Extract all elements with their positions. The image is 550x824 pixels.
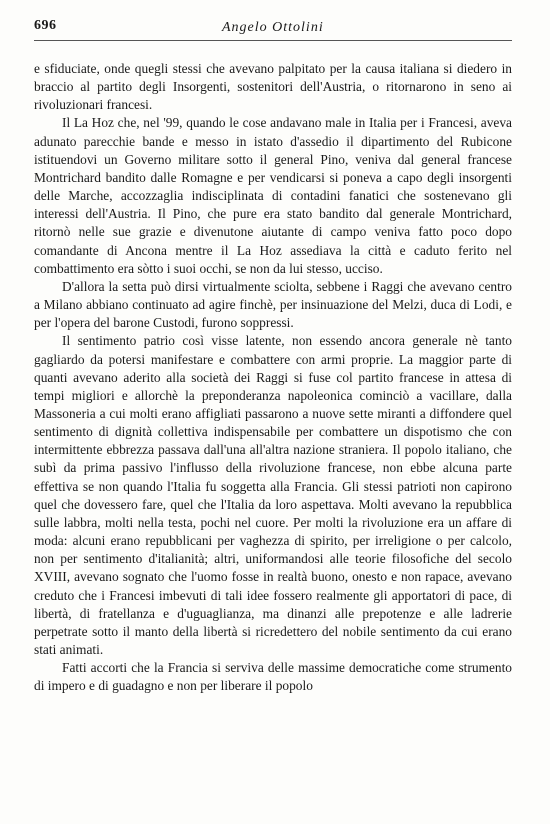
- page-header: [34, 18, 514, 40]
- running-head: Angelo Ottolini: [222, 20, 324, 35]
- paragraph: Fatti accorti che la Francia si serviva delle massime democratiche come strumento di impero e di guadagno e non per liberare il popolo: [34, 660, 512, 694]
- header-rule: [34, 40, 512, 41]
- paragraph: Il sentimento patrio così visse latente, non essendo ancora generale nè tanto gagliardo da potersi manifestare e combattere con armi proprie. La maggior parte di quanti avevano aderito alla società dei Raggi si fuse col partito francese in attesa di tempi migliori e allorchè la preponderanza napoleonica cominciò a vacillare, dalla Massoneria a cui molti erano affigliati passarono a nuove sette miranti a diffondere quel sentimento di dignità collettiva indispensabile per combattere un dispotismo che con intermittente ebbrezza passava dall'una all'altra nazione straniera. Il popolo italiano, che subì da prima passivo l'influsso della rivoluzione francese, non ebbe alcuna parte effettiva se non quando l'Italia fu soggetta alla Francia. Gli stessi patrioti non capirono quel che dovessero fare, quel che l'Italia da loro aspettava. Molti avevano la repubblica sulle labbra, molti nella testa, pochi nel cuore. Per molti la rivoluzione era un affare di moda: alcuni erano repubblicani per vaghezza di spirito, per irreligione o per calcolo, non per sentimento d'italianità; altri, uniformandosi alle teorie filosofiche del secolo XVIII, avevano sognato che l'uomo fosse in realtà buono, onesto e non rapace, avevano creduto che i Francesi imbevuti di tali idee fossero realmente gli apportatori di pace, di libertà, di fratellanza e d'uguaglianza, ma dinanzi alle prepotenze e alle ladrerie perpetrate sotto il manto della libertà si ricredettero del nobile sentimento da cui erano stati animati.: [34, 333, 512, 657]
- paragraph: e sfiduciate, onde quegli stessi che avevano palpitato per la causa italiana si diedero in braccio al partito degli Insorgenti, sostenitori dell'Austria, o ritornarono in seno ai rivoluzionari francesi.: [34, 61, 512, 113]
- paragraph: Il La Hoz che, nel '99, quando le cose andavano male in Italia per i Francesi, aveva adunato parecchie bande e messo in istato d'assedio il dipartimento del Rubicone istituendovi un Governo militare sotto il general Pino, veniva dal general francese Montrichard bandito dalle Romagne e per vendicarsi si poneva a capo degli insorgenti delle Marche, accozzaglia indisciplinata di contadini fanatici che sostenevano gli interessi dell'Austria. Il Pino, che pure era stato bandito dal generale Montrichard, ritornò nelle sue grazie e divenutone aiutante di campo veniva fatto poco dopo comandante di Ancona mentre il La Hoz assediava la città e caduto ferito nel combattimento era sòtto i suoi occhi, se non da lui stesso, ucciso.: [34, 115, 512, 276]
- paragraph: D'allora la setta può dirsi virtualmente sciolta, sebbene i Raggi che avevano centro a Milano abbiano continuato ad agire finchè, per insinuazione del Melzi, duca di Lodi, e per l'opera del barone Custodi, furono soppressi.: [34, 278, 512, 331]
- body-text: [34, 60, 512, 695]
- page-number: 696: [34, 18, 57, 33]
